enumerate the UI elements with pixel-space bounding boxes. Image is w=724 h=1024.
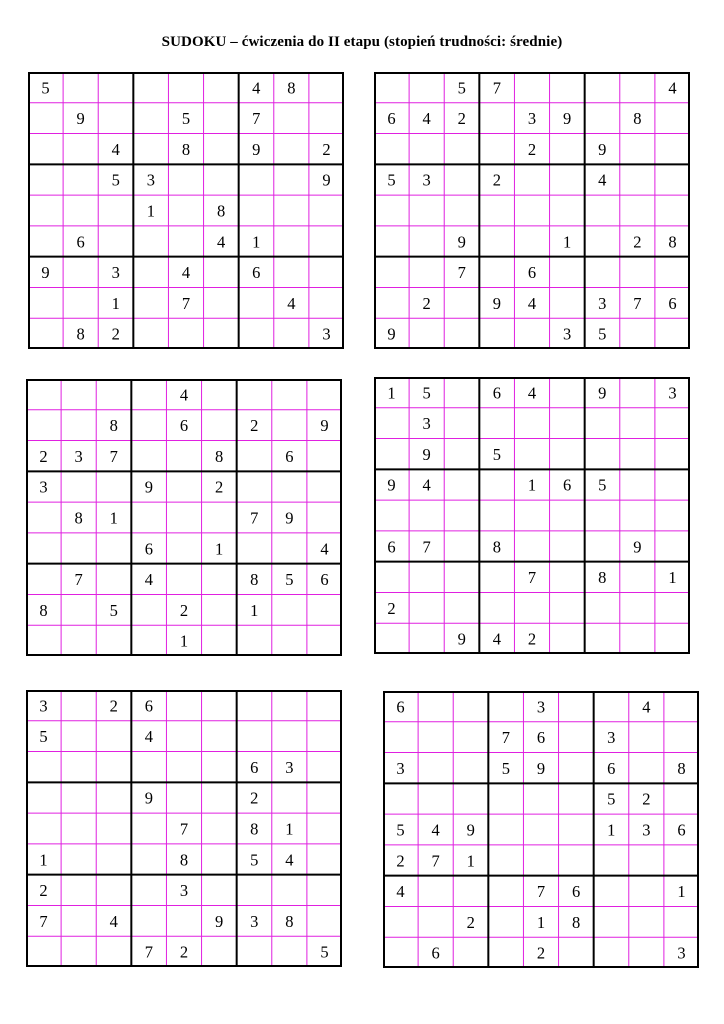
sudoku-cell-digit: 6 — [144, 539, 154, 559]
sudoku-cell-digit: 2 — [396, 851, 405, 871]
sudoku-cell-digit: 4 — [216, 232, 226, 252]
sudoku-cell-digit: 2 — [642, 789, 651, 809]
sudoku-cell-digit: 6 — [144, 696, 154, 716]
sudoku-cell-digit: 2 — [214, 477, 224, 497]
sudoku-cell-digit: 2 — [633, 232, 642, 252]
sudoku-cell-digit: 5 — [396, 820, 405, 840]
sudoku-cell-digit: 9 — [252, 139, 261, 159]
page-title: SUDOKU – ćwiczenia do II etapu (stopień trudności: średnie) — [161, 34, 563, 50]
sudoku-cell-digit: 6 — [562, 475, 572, 495]
sudoku-cell-digit: 5 — [109, 600, 118, 620]
sudoku-cell-digit: 7 — [501, 728, 511, 748]
sudoku-cell-digit: 1 — [39, 850, 48, 870]
sudoku-cell-digit: 8 — [74, 508, 83, 528]
sudoku-cell-digit: 2 — [109, 696, 118, 716]
sudoku-grid-2 — [374, 72, 690, 349]
sudoku-cell-digit: 2 — [250, 788, 259, 808]
sudoku-cell-digit: 4 — [431, 820, 440, 840]
sudoku-cell-digit: 1 — [668, 568, 677, 588]
sudoku-cell-digit: 3 — [422, 170, 431, 190]
sudoku-cell-digit: 8 — [571, 912, 581, 932]
sudoku-cell-digit: 8 — [181, 139, 191, 159]
sudoku-cell-digit: 9 — [76, 109, 85, 129]
sudoku-cell-digit: 4 — [598, 170, 607, 190]
sudoku-cell-digit: 7 — [492, 78, 502, 98]
sudoku-cell-digit: 4 — [642, 697, 651, 717]
sudoku-cell-digit: 8 — [285, 911, 294, 931]
sudoku-cell-digit: 3 — [607, 728, 616, 748]
sudoku-cell-digit: 3 — [536, 697, 546, 717]
sudoku-cell-digit: 6 — [179, 416, 189, 436]
sudoku-cell-digit: 8 — [250, 819, 259, 839]
sudoku-cell-digit: 2 — [422, 293, 431, 313]
sudoku-cell-digit: 8 — [179, 850, 189, 870]
sudoku-cell-digit: 6 — [527, 263, 537, 283]
sudoku-cell-digit: 7 — [250, 508, 259, 528]
sudoku-cell-digit: 3 — [562, 324, 572, 344]
sudoku-cell-digit: 6 — [571, 882, 581, 902]
sudoku-cell-digit: 5 — [41, 78, 50, 98]
sudoku-cell-digit: 2 — [322, 139, 331, 159]
sudoku-cell-digit: 9 — [320, 416, 329, 436]
sudoku-cell-digit: 3 — [422, 414, 431, 434]
sudoku-cell-digit: 1 — [179, 631, 189, 651]
sudoku-grid-3 — [26, 379, 342, 656]
sudoku-cell-digit: 4 — [492, 629, 502, 649]
sudoku-cell-digit: 6 — [492, 383, 502, 403]
sudoku-cell-digit: 9 — [322, 170, 331, 190]
sudoku-cell-digit: 7 — [39, 911, 48, 931]
sudoku-cell-digit: 2 — [179, 942, 189, 962]
sudoku-cell-digit: 4 — [109, 911, 118, 931]
sudoku-cell-digit: 6 — [285, 446, 294, 466]
sudoku-cell-digit: 4 — [111, 139, 120, 159]
sudoku-cell-digit: 9 — [41, 263, 50, 283]
sudoku-cell-digit: 5 — [457, 78, 466, 98]
sudoku-cell-digit: 8 — [287, 78, 296, 98]
sudoku-cell-digit: 6 — [607, 758, 616, 778]
sudoku-cell-digit: 8 — [598, 568, 607, 588]
sudoku-cell-digit: 5 — [492, 444, 502, 464]
sudoku-cell-digit: 7 — [457, 263, 466, 283]
sudoku-cell-digit: 7 — [74, 570, 83, 590]
sudoku-cell-digit: 5 — [39, 727, 48, 747]
sudoku-cell-digit: 1 — [250, 600, 259, 620]
sudoku-cell-digit: 3 — [250, 911, 259, 931]
sudoku-cell-digit: 8 — [677, 758, 686, 778]
sudoku-grid-4 — [374, 377, 690, 654]
sudoku-cell-digit: 8 — [250, 570, 259, 590]
sudoku-cell-digit: 4 — [252, 78, 261, 98]
sudoku-cell-digit: 3 — [396, 758, 405, 778]
sudoku-cell-digit: 3 — [285, 757, 294, 777]
sudoku-cell-digit: 9 — [457, 232, 466, 252]
sudoku-cell-digit: 6 — [320, 570, 329, 590]
sudoku-cell-digit: 6 — [387, 109, 396, 129]
sudoku-cell-digit: 5 — [501, 758, 511, 778]
sudoku-cell-digit: 6 — [536, 728, 546, 748]
sudoku-cell-digit: 6 — [396, 697, 405, 717]
sudoku-grid-1 — [28, 72, 344, 349]
sudoku-cell-digit: 4 — [668, 78, 677, 98]
sudoku-cell-digit: 3 — [322, 324, 331, 344]
sudoku-cell-digit: 9 — [214, 911, 224, 931]
sudoku-cell-digit: 2 — [111, 324, 120, 344]
sudoku-cell-digit: 8 — [76, 324, 85, 344]
sudoku-cell-digit: 9 — [285, 508, 294, 528]
sudoku-cell-digit: 5 — [181, 109, 191, 129]
sudoku-cell-digit: 5 — [320, 942, 329, 962]
sudoku-cell-digit: 9 — [387, 324, 396, 344]
sudoku-cell-digit: 3 — [146, 170, 156, 190]
sudoku-cell-digit: 6 — [668, 293, 677, 313]
sudoku-cell-digit: 2 — [492, 170, 502, 190]
sudoku-cell-digit: 9 — [457, 629, 466, 649]
sudoku-cell-digit: 5 — [422, 383, 431, 403]
sudoku-cell-digit: 5 — [111, 170, 120, 190]
sudoku-cell-digit: 8 — [668, 232, 677, 252]
sudoku-cell-digit: 7 — [527, 568, 537, 588]
sudoku-cell-digit: 8 — [216, 201, 226, 221]
sudoku-cell-digit: 4 — [527, 293, 537, 313]
sudoku-cell-digit: 1 — [562, 232, 572, 252]
sudoku-cell-digit: 3 — [677, 943, 686, 963]
sudoku-cell-digit: 3 — [111, 263, 120, 283]
sudoku-cell-digit: 2 — [387, 598, 396, 618]
sudoku-cell-digit: 3 — [642, 820, 651, 840]
sudoku-cell-digit: 5 — [607, 789, 616, 809]
sudoku-cell-digit: 6 — [677, 820, 686, 840]
sudoku-cell-digit: 4 — [285, 850, 294, 870]
sudoku-cell-digit: 3 — [527, 109, 537, 129]
sudoku-cell-digit: 7 — [144, 942, 154, 962]
sudoku-cell-digit: 9 — [598, 383, 607, 403]
sudoku-cell-digit: 7 — [536, 882, 546, 902]
sudoku-cell-digit: 9 — [633, 537, 642, 557]
sudoku-cell-digit: 3 — [598, 293, 607, 313]
sudoku-cell-digit: 3 — [179, 881, 189, 901]
sudoku-cell-digit: 4 — [396, 882, 405, 902]
sudoku-cell-digit: 4 — [144, 727, 154, 747]
sudoku-cell-digit: 9 — [387, 475, 396, 495]
sudoku-grid-5 — [26, 690, 342, 967]
sudoku-cell-digit: 1 — [285, 819, 294, 839]
sudoku-cell-digit: 9 — [562, 109, 572, 129]
sudoku-cell-digit: 2 — [179, 600, 189, 620]
sudoku-cell-digit: 7 — [633, 293, 642, 313]
sudoku-cell-digit: 9 — [492, 293, 502, 313]
sudoku-cell-digit: 2 — [466, 912, 475, 932]
sudoku-cell-digit: 1 — [536, 912, 546, 932]
sudoku-cell-digit: 1 — [252, 232, 261, 252]
sudoku-cell-digit: 2 — [536, 943, 546, 963]
sudoku-cell-digit: 7 — [422, 537, 431, 557]
sudoku-cell-digit: 8 — [492, 537, 502, 557]
sudoku-cell-digit: 8 — [39, 600, 48, 620]
sudoku-cell-digit: 4 — [181, 263, 191, 283]
sudoku-cell-digit: 4 — [422, 109, 431, 129]
sudoku-cell-digit: 8 — [214, 446, 224, 466]
sudoku-cell-digit: 1 — [466, 851, 475, 871]
sudoku-cell-digit: 6 — [250, 757, 259, 777]
sudoku-cell-digit: 2 — [527, 139, 537, 159]
sudoku-cell-digit: 7 — [181, 293, 191, 313]
sudoku-cell-digit: 1 — [109, 508, 118, 528]
sudoku-cell-digit: 1 — [527, 475, 537, 495]
sudoku-cell-digit: 5 — [250, 850, 259, 870]
sudoku-cell-digit: 1 — [387, 383, 396, 403]
sudoku-cell-digit: 3 — [668, 383, 677, 403]
sudoku-cell-digit: 7 — [431, 851, 440, 871]
sudoku-cell-digit: 7 — [179, 819, 189, 839]
sudoku-cell-digit: 4 — [320, 539, 329, 559]
sudoku-cell-digit: 6 — [76, 232, 85, 252]
sudoku-cell-digit: 5 — [387, 170, 396, 190]
sudoku-cell-digit: 9 — [422, 444, 431, 464]
sudoku-cell-digit: 2 — [457, 109, 466, 129]
sudoku-cell-digit: 8 — [109, 416, 118, 436]
sudoku-cell-digit: 6 — [387, 537, 396, 557]
sudoku-cell-digit: 9 — [144, 477, 154, 497]
sudoku-cell-digit: 4 — [287, 293, 296, 313]
sudoku-cell-digit: 2 — [527, 629, 537, 649]
sudoku-cell-digit: 4 — [179, 385, 189, 405]
sudoku-cell-digit: 2 — [250, 416, 259, 436]
sudoku-cell-digit: 7 — [252, 109, 261, 129]
sudoku-cell-digit: 5 — [285, 570, 294, 590]
sudoku-cell-digit: 6 — [252, 263, 261, 283]
sudoku-cell-digit: 7 — [109, 446, 118, 466]
sudoku-grid-6 — [383, 691, 699, 968]
sudoku-cell-digit: 2 — [39, 881, 48, 901]
sudoku-cell-digit: 3 — [39, 696, 48, 716]
sudoku-cell-digit: 6 — [431, 943, 440, 963]
sudoku-cell-digit: 5 — [598, 475, 607, 495]
sudoku-cell-digit: 1 — [607, 820, 616, 840]
sudoku-cell-digit: 3 — [39, 477, 48, 497]
sudoku-cell-digit: 1 — [677, 882, 686, 902]
sudoku-cell-digit: 8 — [633, 109, 642, 129]
sudoku-cell-digit: 4 — [144, 570, 154, 590]
sudoku-cell-digit: 9 — [536, 758, 546, 778]
sudoku-cell-digit: 4 — [527, 383, 537, 403]
sudoku-cell-digit: 1 — [214, 539, 224, 559]
sudoku-cell-digit: 9 — [598, 139, 607, 159]
sudoku-cell-digit: 1 — [146, 201, 156, 221]
sudoku-cell-digit: 4 — [422, 475, 431, 495]
sudoku-cell-digit: 5 — [598, 324, 607, 344]
sudoku-cell-digit: 3 — [74, 446, 83, 466]
sudoku-cell-digit: 1 — [111, 293, 120, 313]
sudoku-cell-digit: 2 — [39, 446, 48, 466]
sudoku-cell-digit: 9 — [466, 820, 475, 840]
sudoku-cell-digit: 9 — [144, 788, 154, 808]
